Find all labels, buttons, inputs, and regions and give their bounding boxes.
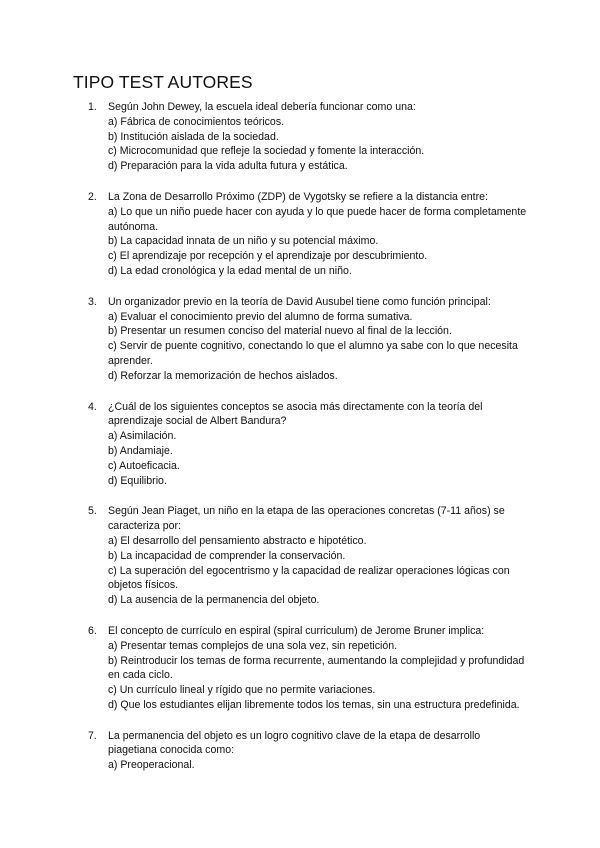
question-7 <box>88 729 528 773</box>
option-c: c) El aprendizaje por recepción y el aprendizaje por descubrimiento. <box>108 250 428 263</box>
option-d: d) La edad cronológica y la edad mental de un niño. <box>108 264 352 277</box>
question-6 <box>88 624 528 713</box>
question-1 <box>88 100 528 174</box>
option-c: c) Autoeficacia. <box>108 459 180 472</box>
question-number: 4. <box>88 400 97 413</box>
option-c: c) Servir de puente cognitivo, conectando lo que el alumno ya sabe con lo que necesita aprender. <box>108 340 518 367</box>
option-b: b) La incapacidad de comprender la conservación. <box>108 549 346 562</box>
question-number: 3. <box>88 295 97 308</box>
option-a: a) Fábrica de conocimientos teóricos. <box>108 115 285 128</box>
option-c: c) Microcomunidad que refleje la sociedad y fomente la interacción. <box>108 145 425 158</box>
question-text: El concepto de currículo en espiral (spiral curriculum) de Jerome Bruner implica: <box>108 624 485 637</box>
question-number: 6. <box>88 624 97 637</box>
option-b: b) Presentar un resumen conciso del material nuevo al final de la lección. <box>108 325 452 338</box>
question-number: 5. <box>88 505 97 518</box>
question-text: Según John Dewey, la escuela ideal debería funcionar como una: <box>108 101 416 113</box>
question-text: Un organizador previo en la teoría de David Ausubel tiene como función principal: <box>108 295 491 308</box>
option-b: b) La capacidad innata de un niño y su potencial máximo. <box>108 235 379 248</box>
question-text: Según Jean Piaget, un niño en la etapa de las operaciones concretas (7-11 años) se caracteriza por: <box>108 505 505 533</box>
option-c: c) La superación del egocentrismo y la capacidad de realizar operaciones lógicas con objetos físicos. <box>108 564 510 592</box>
question-2 <box>88 190 528 279</box>
question-text: La Zona de Desarrollo Próximo (ZDP) de Vygotsky se refiere a la distancia entre: <box>108 190 488 203</box>
question-list <box>88 100 528 789</box>
option-a: a) Asimilación. <box>108 430 177 443</box>
option-d: d) Reforzar la memorización de hechos aislados. <box>108 369 338 382</box>
option-d: d) Preparación para la vida adulta futura y estática. <box>108 160 348 173</box>
question-number: 2. <box>88 190 97 203</box>
question-3 <box>88 295 528 384</box>
option-c: c) Un currículo lineal y rígido que no permite variaciones. <box>108 684 376 697</box>
option-a: a) Lo que un niño puede hacer con ayuda y lo que puede hacer de forma completamente autónoma. <box>108 205 527 233</box>
option-d: d) Equilibrio. <box>108 474 167 487</box>
option-a: a) Presentar temas complejos de una sola vez, sin repetición. <box>108 639 398 652</box>
question-5 <box>88 504 528 608</box>
question-number: 7. <box>88 729 97 742</box>
question-text: La permanencia del objeto es un logro cognitivo clave de la etapa de desarrollo piagetiana conocida como: <box>108 729 481 757</box>
option-b: b) Reintroducir los temas de forma recurrente, aumentando la complejidad y profundidad en cada ciclo. <box>108 654 525 682</box>
option-b: b) Institución aislada de la sociedad. <box>108 130 279 143</box>
document-title: TIPO TEST AUTORES <box>73 72 253 92</box>
question-number: 1. <box>88 101 97 113</box>
option-d: d) La ausencia de la permanencia del objeto. <box>108 594 320 607</box>
question-4 <box>88 400 528 489</box>
option-a: a) Evaluar el conocimiento previo del alumno de forma sumativa. <box>108 310 413 323</box>
question-text: ¿Cuál de los siguientes conceptos se asocia más directamente con la teoría del aprendizaje social de Albert Bandura? <box>108 400 483 428</box>
option-a: a) El desarrollo del pensamiento abstracto e hipotético. <box>108 534 367 547</box>
option-b: b) Andamiaje. <box>108 444 173 457</box>
option-a: a) Preoperacional. <box>108 759 195 772</box>
option-d: d) Que los estudiantes elijan libremente todos los temas, sin una estructura predefinida. <box>108 698 520 711</box>
